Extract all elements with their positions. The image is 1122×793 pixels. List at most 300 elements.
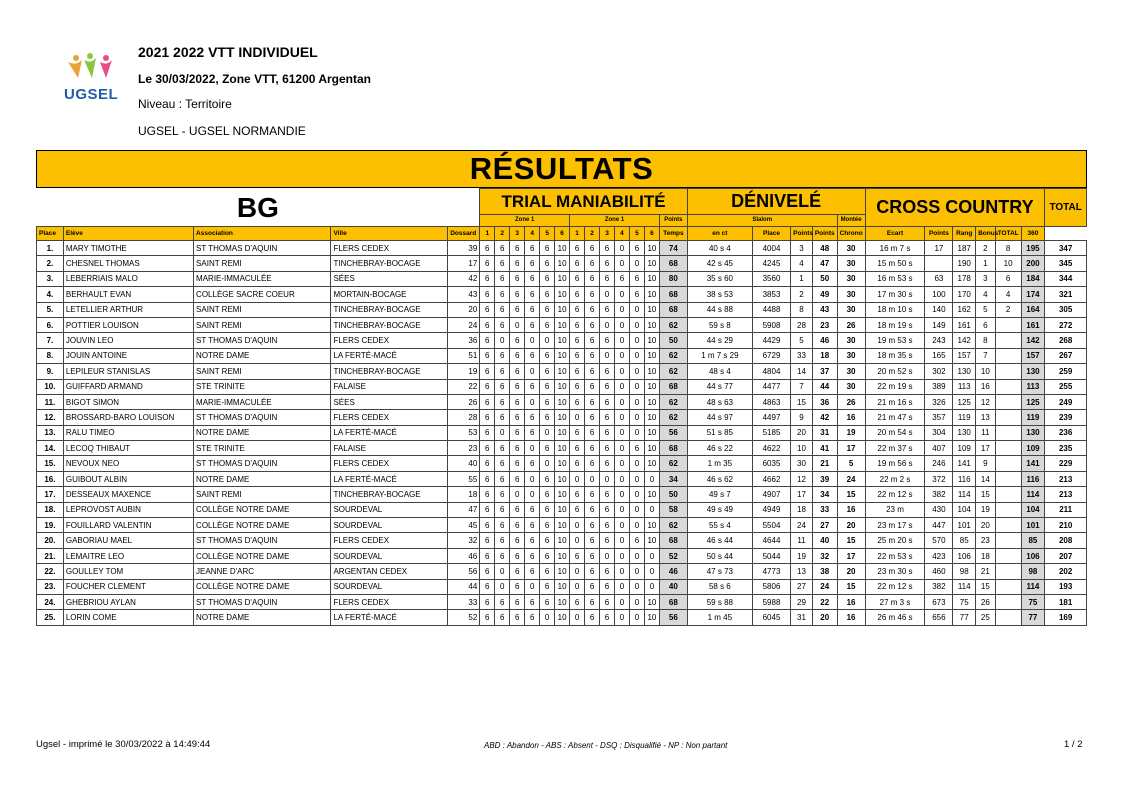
- row-zone-score: 0: [615, 564, 630, 579]
- row-ecart: 460: [925, 564, 953, 579]
- row-zone-score: 6: [495, 364, 510, 379]
- row-zone-score: 6: [480, 241, 495, 256]
- row-montee-points: 5: [837, 456, 865, 471]
- row-zone-score: 6: [585, 518, 600, 533]
- row-zone-score: 6: [525, 379, 540, 394]
- row-bonus: [995, 579, 1021, 594]
- col-zone-a-1: 1: [480, 227, 495, 241]
- row-en-ct: 4622: [752, 441, 790, 456]
- row-association: NOTRE DAME: [194, 348, 331, 363]
- row-zone-score: 6: [585, 348, 600, 363]
- row-zone-score: 0: [629, 425, 644, 440]
- row-montee-points: 16: [837, 610, 865, 625]
- row-en-ct: 6045: [752, 610, 790, 625]
- row-montee-points: 30: [837, 364, 865, 379]
- row-zone-score: 0: [629, 502, 644, 517]
- row-slalom-points: 32: [812, 548, 837, 563]
- row-zone-score: 10: [644, 302, 659, 317]
- row-zone-score: 6: [510, 518, 525, 533]
- row-zone-score: 6: [540, 317, 555, 332]
- row-zone-score: 6: [510, 425, 525, 440]
- row-cc-points: 187: [953, 241, 976, 256]
- row-zone-score: 6: [585, 271, 600, 286]
- row-zone-score: 0: [585, 471, 600, 486]
- row-zone-score: 0: [615, 394, 630, 409]
- row-zone-score: 0: [525, 487, 540, 502]
- row-zone-score: 10: [644, 487, 659, 502]
- row-cc-points: 106: [953, 548, 976, 563]
- row-zone-score: 0: [615, 548, 630, 563]
- col-rang: Rang: [953, 227, 976, 241]
- row-trial-points: 62: [659, 394, 687, 409]
- row-zone-score: 0: [615, 456, 630, 471]
- row-rang: 15: [976, 579, 996, 594]
- row-slalom-points: 21: [812, 456, 837, 471]
- row-association: ST THOMAS D'AQUIN: [194, 410, 331, 425]
- row-zone-score: 10: [555, 364, 570, 379]
- row-zone-score: 6: [585, 610, 600, 625]
- row-chrono: 23 m 17 s: [865, 518, 925, 533]
- row-zone-score: 10: [555, 379, 570, 394]
- row-rang: 10: [976, 364, 996, 379]
- row-montee-points: 30: [837, 271, 865, 286]
- row-zone-score: 6: [480, 333, 495, 348]
- row-trial-points: 62: [659, 518, 687, 533]
- row-total: 213: [1045, 471, 1087, 486]
- row-rang: 15: [976, 487, 996, 502]
- row-zone-score: 6: [495, 410, 510, 425]
- row-chrono: 21 m 47 s: [865, 410, 925, 425]
- row-trial-points: 68: [659, 533, 687, 548]
- row-rang: 13: [976, 410, 996, 425]
- row-zone-score: 0: [525, 471, 540, 486]
- row-zone-score: 0: [644, 471, 659, 486]
- row-zone-score: 6: [540, 502, 555, 517]
- row-zone-score: 6: [480, 425, 495, 440]
- column-header-row: [37, 227, 1087, 241]
- row-ecart: 149: [925, 317, 953, 332]
- row-total: 249: [1045, 394, 1087, 409]
- row-eleve: RALU TIMEO: [63, 425, 193, 440]
- row-zone-score: 0: [600, 471, 615, 486]
- table-row: [37, 317, 1087, 332]
- row-zone-score: 6: [495, 379, 510, 394]
- row-slalom-place: 20: [791, 425, 813, 440]
- row-trial-points: 56: [659, 425, 687, 440]
- row-total: 210: [1045, 518, 1087, 533]
- col-zone-b-2: 2: [585, 227, 600, 241]
- row-association: ST THOMAS D'AQUIN: [194, 594, 331, 609]
- row-trial-points: 62: [659, 317, 687, 332]
- row-zone-score: 6: [510, 333, 525, 348]
- row-bonus: [995, 502, 1021, 517]
- row-zone-score: 6: [480, 487, 495, 502]
- row-zone-score: 6: [510, 610, 525, 625]
- row-trial-points: 56: [659, 610, 687, 625]
- row-zone-score: 6: [540, 271, 555, 286]
- row-zone-score: 6: [510, 241, 525, 256]
- row-zone-score: 6: [540, 348, 555, 363]
- row-zone-score: 0: [510, 487, 525, 502]
- table-row: [37, 487, 1087, 502]
- row-total: 255: [1045, 379, 1087, 394]
- row-zone-score: 6: [525, 287, 540, 302]
- row-zone-score: 0: [629, 364, 644, 379]
- row-zone-score: 6: [600, 410, 615, 425]
- row-zone-score: 6: [510, 471, 525, 486]
- row-chrono: 23 m 30 s: [865, 564, 925, 579]
- row-zone-score: 10: [555, 302, 570, 317]
- row-bonus: [995, 379, 1021, 394]
- row-zone-score: 10: [555, 579, 570, 594]
- col-montee-points: Points: [812, 227, 837, 241]
- row-en-ct: 4949: [752, 502, 790, 517]
- row-trial-points: 62: [659, 410, 687, 425]
- row-ville: LA FERTÉ-MACÉ: [331, 348, 448, 363]
- row-cc-points: 75: [953, 594, 976, 609]
- row-cc-total: 141: [1021, 456, 1045, 471]
- row-cc-total: 77: [1021, 610, 1045, 625]
- row-zone-score: 6: [540, 256, 555, 271]
- row-zone-score: 6: [585, 425, 600, 440]
- row-zone-score: 6: [480, 456, 495, 471]
- row-zone-score: 0: [629, 471, 644, 486]
- row-dossard: 52: [448, 610, 480, 625]
- row-association: JEANNE D'ARC: [194, 564, 331, 579]
- row-montee-points: 30: [837, 333, 865, 348]
- row-zone-score: 6: [540, 594, 555, 609]
- row-zone-score: 6: [525, 302, 540, 317]
- row-zone-score: 10: [555, 441, 570, 456]
- row-dossard: 39: [448, 241, 480, 256]
- row-slalom-place: 27: [791, 579, 813, 594]
- row-zone-score: 6: [600, 425, 615, 440]
- row-trial-points: 50: [659, 487, 687, 502]
- row-rang: 25: [976, 610, 996, 625]
- row-slalom-place: 8: [791, 302, 813, 317]
- row-dossard: 17: [448, 256, 480, 271]
- row-temps: 44 s 29: [687, 333, 752, 348]
- row-trial-points: 68: [659, 302, 687, 317]
- row-association: SAINT REMI: [194, 364, 331, 379]
- row-zone-score: 6: [600, 579, 615, 594]
- row-dossard: 26: [448, 394, 480, 409]
- row-zone-score: 6: [600, 333, 615, 348]
- row-cc-total: 161: [1021, 317, 1045, 332]
- row-place: 21.: [37, 548, 64, 563]
- row-association: COLLÈGE NOTRE DAME: [194, 579, 331, 594]
- row-place: 10.: [37, 379, 64, 394]
- row-cc-points: 162: [953, 302, 976, 317]
- row-temps: 35 s 60: [687, 271, 752, 286]
- row-zone-score: 0: [615, 579, 630, 594]
- row-zone-score: 6: [510, 302, 525, 317]
- row-zone-score: 0: [615, 502, 630, 517]
- zone-b-label: Zone 1: [570, 215, 660, 227]
- row-zone-score: 6: [570, 256, 585, 271]
- table-row: [37, 425, 1087, 440]
- row-zone-score: 10: [555, 348, 570, 363]
- row-zone-score: 6: [495, 241, 510, 256]
- row-zone-score: 10: [644, 425, 659, 440]
- row-zone-score: 6: [570, 271, 585, 286]
- row-trial-points: 40: [659, 579, 687, 594]
- col-zone-b-5: 5: [629, 227, 644, 241]
- row-zone-score: 6: [525, 610, 540, 625]
- row-zone-score: 10: [644, 610, 659, 625]
- row-zone-score: 10: [644, 518, 659, 533]
- table-row: [37, 333, 1087, 348]
- row-dossard: 53: [448, 425, 480, 440]
- row-association: NOTRE DAME: [194, 471, 331, 486]
- row-cc-total: 125: [1021, 394, 1045, 409]
- row-zone-score: 10: [555, 425, 570, 440]
- row-bonus: 4: [995, 287, 1021, 302]
- row-slalom-points: 48: [812, 241, 837, 256]
- row-montee-points: 15: [837, 533, 865, 548]
- row-ecart: 382: [925, 487, 953, 502]
- row-zone-score: 6: [600, 379, 615, 394]
- row-zone-score: 0: [629, 302, 644, 317]
- row-zone-score: 0: [570, 564, 585, 579]
- row-zone-score: 6: [540, 487, 555, 502]
- row-total: 202: [1045, 564, 1087, 579]
- row-zone-score: 6: [495, 610, 510, 625]
- row-zone-score: 6: [585, 256, 600, 271]
- group-trial: TRIAL MANIABILITÉ: [480, 189, 688, 215]
- row-slalom-place: 18: [791, 502, 813, 517]
- row-zone-score: 6: [525, 410, 540, 425]
- row-dossard: 51: [448, 348, 480, 363]
- row-cc-total: 116: [1021, 471, 1045, 486]
- row-zone-score: 6: [495, 317, 510, 332]
- row-zone-score: 10: [555, 317, 570, 332]
- row-chrono: 20 m 52 s: [865, 364, 925, 379]
- row-zone-score: 6: [480, 471, 495, 486]
- row-zone-score: 6: [570, 441, 585, 456]
- table-row: [37, 548, 1087, 563]
- row-en-ct: 5504: [752, 518, 790, 533]
- row-association: COLLÈGE NOTRE DAME: [194, 548, 331, 563]
- row-zone-score: 10: [644, 533, 659, 548]
- row-zone-score: 6: [540, 302, 555, 317]
- category-label: BG: [37, 189, 480, 227]
- row-zone-score: 6: [510, 579, 525, 594]
- row-rang: 4: [976, 287, 996, 302]
- row-slalom-points: 39: [812, 471, 837, 486]
- row-zone-score: 6: [570, 456, 585, 471]
- row-zone-score: 6: [480, 594, 495, 609]
- row-montee-points: 16: [837, 410, 865, 425]
- row-ville: SOURDEVAL: [331, 548, 448, 563]
- col-zone-a-4: 4: [525, 227, 540, 241]
- row-zone-score: 6: [540, 241, 555, 256]
- col-temps: Temps: [659, 227, 687, 241]
- row-ville: MORTAIN-BOCAGE: [331, 287, 448, 302]
- row-place: 20.: [37, 533, 64, 548]
- table-row: [37, 533, 1087, 548]
- row-zone-score: 6: [480, 287, 495, 302]
- row-cc-points: 142: [953, 333, 976, 348]
- row-temps: 55 s 4: [687, 518, 752, 533]
- row-association: SAINT REMI: [194, 487, 331, 502]
- row-slalom-place: 7: [791, 379, 813, 394]
- row-association: MARIE-IMMACULÉE: [194, 394, 331, 409]
- col-en-ct: en ct: [687, 227, 752, 241]
- row-eleve: DESSEAUX MAXENCE: [63, 487, 193, 502]
- row-zone-score: 0: [540, 425, 555, 440]
- row-bonus: 6: [995, 271, 1021, 286]
- row-cc-total: 101: [1021, 518, 1045, 533]
- event-date-location: Le 30/03/2022, Zone VTT, 61200 Argentan: [138, 72, 371, 86]
- row-place: 2.: [37, 256, 64, 271]
- row-zone-score: 10: [555, 518, 570, 533]
- row-trial-points: 34: [659, 471, 687, 486]
- row-zone-score: 0: [629, 333, 644, 348]
- row-bonus: [995, 317, 1021, 332]
- event-organizer: UGSEL - UGSEL NORMANDIE: [138, 124, 306, 138]
- row-zone-score: 6: [600, 441, 615, 456]
- row-temps: 46 s 22: [687, 441, 752, 456]
- row-montee-points: 17: [837, 441, 865, 456]
- row-ville: SOURDEVAL: [331, 518, 448, 533]
- row-slalom-place: 15: [791, 394, 813, 409]
- row-zone-score: 0: [629, 518, 644, 533]
- row-zone-score: 6: [510, 256, 525, 271]
- event-level: Niveau : Territoire: [138, 97, 232, 111]
- row-slalom-points: 41: [812, 441, 837, 456]
- table-row: [37, 394, 1087, 409]
- row-cc-points: 101: [953, 518, 976, 533]
- row-zone-score: 6: [600, 594, 615, 609]
- row-place: 16.: [37, 471, 64, 486]
- row-eleve: CHESNEL THOMAS: [63, 256, 193, 271]
- row-temps: 40 s 4: [687, 241, 752, 256]
- row-zone-score: 6: [495, 502, 510, 517]
- row-temps: 42 s 45: [687, 256, 752, 271]
- row-cc-total: 119: [1021, 410, 1045, 425]
- row-zone-score: 6: [540, 287, 555, 302]
- row-zone-score: 6: [510, 410, 525, 425]
- row-ecart: 304: [925, 425, 953, 440]
- row-bonus: 10: [995, 256, 1021, 271]
- row-total: 268: [1045, 333, 1087, 348]
- row-zone-score: 6: [540, 410, 555, 425]
- col-zone-a-5: 5: [540, 227, 555, 241]
- row-zone-score: 6: [480, 348, 495, 363]
- row-place: 6.: [37, 317, 64, 332]
- col-ville: Ville: [331, 227, 448, 241]
- row-rang: 17: [976, 441, 996, 456]
- row-en-ct: 4245: [752, 256, 790, 271]
- row-ecart: 246: [925, 456, 953, 471]
- row-ecart: 302: [925, 364, 953, 379]
- table-row: [37, 594, 1087, 609]
- row-eleve: NEVOUX NEO: [63, 456, 193, 471]
- row-total: 347: [1045, 241, 1087, 256]
- row-rang: 18: [976, 548, 996, 563]
- row-zone-score: 6: [570, 594, 585, 609]
- col-place: Place: [37, 227, 64, 241]
- row-zone-score: 6: [480, 533, 495, 548]
- row-zone-score: 6: [495, 302, 510, 317]
- row-montee-points: 20: [837, 564, 865, 579]
- row-zone-score: 6: [510, 564, 525, 579]
- row-zone-score: 6: [525, 533, 540, 548]
- row-rang: 19: [976, 502, 996, 517]
- row-temps: 48 s 4: [687, 364, 752, 379]
- row-slalom-place: 12: [791, 471, 813, 486]
- row-rang: 5: [976, 302, 996, 317]
- row-trial-points: 46: [659, 564, 687, 579]
- row-zone-score: 6: [600, 518, 615, 533]
- row-zone-score: 6: [495, 348, 510, 363]
- row-zone-score: 10: [555, 271, 570, 286]
- row-cc-total: 130: [1021, 364, 1045, 379]
- row-zone-score: 10: [644, 317, 659, 332]
- row-trial-points: 68: [659, 256, 687, 271]
- row-chrono: 16 m 53 s: [865, 271, 925, 286]
- row-eleve: LEMAITRE LEO: [63, 548, 193, 563]
- row-zone-score: 6: [585, 456, 600, 471]
- row-chrono: 18 m 10 s: [865, 302, 925, 317]
- row-bonus: [995, 364, 1021, 379]
- row-zone-score: 0: [615, 348, 630, 363]
- row-rang: 7: [976, 348, 996, 363]
- row-ville: FALAISE: [331, 441, 448, 456]
- row-zone-score: 10: [555, 241, 570, 256]
- row-zone-score: 10: [644, 287, 659, 302]
- row-slalom-place: 31: [791, 610, 813, 625]
- col-eleve: Elève: [63, 227, 193, 241]
- row-zone-score: 0: [570, 410, 585, 425]
- row-dossard: 18: [448, 487, 480, 502]
- row-zone-score: 0: [540, 333, 555, 348]
- row-temps: 1 m 35: [687, 456, 752, 471]
- row-ville: TINCHEBRAY-BOCAGE: [331, 302, 448, 317]
- group-cross-country: CROSS COUNTRY: [865, 189, 1045, 227]
- row-rang: 8: [976, 333, 996, 348]
- row-total: 181: [1045, 594, 1087, 609]
- row-zone-score: 6: [570, 364, 585, 379]
- row-zone-score: 6: [600, 456, 615, 471]
- row-en-ct: 3560: [752, 271, 790, 286]
- row-zone-score: 0: [615, 610, 630, 625]
- print-timestamp: Ugsel - imprimé le 30/03/2022 à 14:49:44: [36, 739, 211, 750]
- row-trial-points: 58: [659, 502, 687, 517]
- row-temps: 1 m 45: [687, 610, 752, 625]
- row-ville: TINCHEBRAY-BOCAGE: [331, 364, 448, 379]
- row-zone-score: 0: [644, 579, 659, 594]
- row-ville: FLERS CEDEX: [331, 533, 448, 548]
- row-trial-points: 62: [659, 456, 687, 471]
- row-total: 213: [1045, 487, 1087, 502]
- row-ville: FLERS CEDEX: [331, 241, 448, 256]
- row-slalom-points: 47: [812, 256, 837, 271]
- row-eleve: FOUCHER CLEMENT: [63, 579, 193, 594]
- row-slalom-place: 10: [791, 441, 813, 456]
- row-association: NOTRE DAME: [194, 610, 331, 625]
- row-bonus: [995, 441, 1021, 456]
- row-cc-total: 184: [1021, 271, 1045, 286]
- row-zone-score: 0: [495, 564, 510, 579]
- row-cc-total: 130: [1021, 425, 1045, 440]
- row-en-ct: 6729: [752, 348, 790, 363]
- table-row: [37, 441, 1087, 456]
- row-cc-points: 157: [953, 348, 976, 363]
- logo-text: UGSEL: [64, 86, 119, 103]
- row-montee-points: 16: [837, 502, 865, 517]
